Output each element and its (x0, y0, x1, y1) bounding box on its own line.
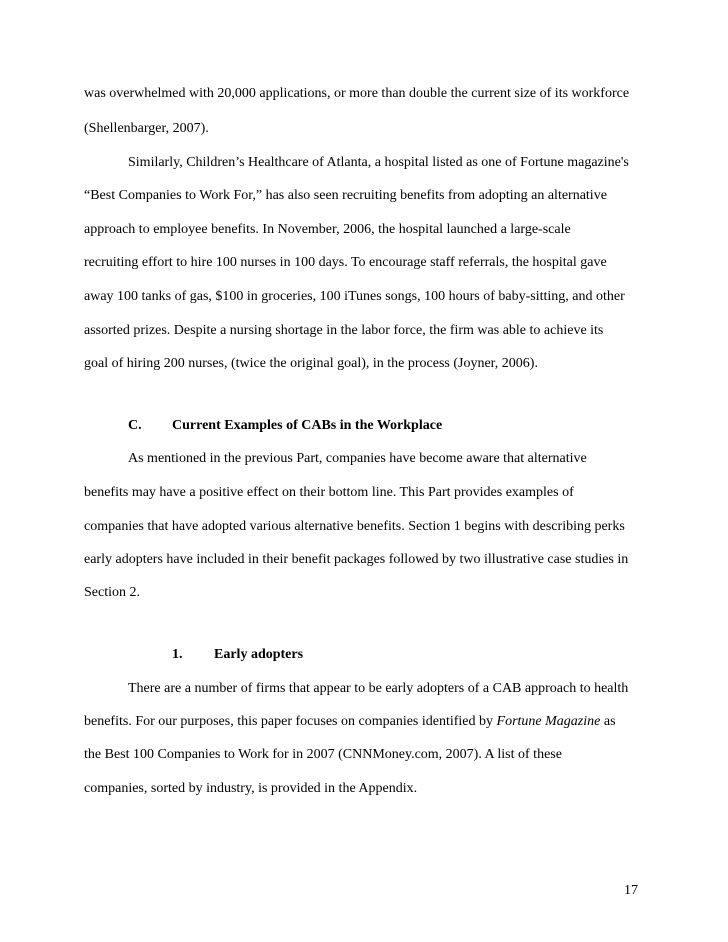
text-line: benefits may have a positive effect on their bottom line. This Part provides examples of (84, 485, 574, 500)
subsection-1-label: 1. (172, 647, 183, 662)
text-line: Similarly, Children’s Healthcare of Atlanta, a hospital listed as one of Fortune magazine's (128, 155, 629, 170)
text-line: assorted prizes. Despite a nursing shortage in the labor force, the firm was able to achieve its (84, 323, 604, 338)
text-line: Section 2. (84, 585, 140, 600)
text-line: As mentioned in the previous Part, companies have become aware that alternative (128, 451, 587, 466)
text-line: “Best Companies to Work For,” has also seen recruiting benefits from adopting an alternative (84, 188, 607, 203)
text-line: There are a number of firms that appear to be early adopters of a CAB approach to health (128, 681, 629, 696)
text-line: companies that have adopted various alternative benefits. Section 1 begins with describing perks (84, 519, 625, 534)
text-line: away 100 tanks of gas, $100 in groceries, 100 iTunes songs, 100 hours of baby-sitting, and other (84, 289, 625, 304)
section-c-label: C. (128, 418, 142, 433)
text-line: the Best 100 Companies to Work for in 2007 (CNNMoney.com, 2007). A list of these (84, 747, 562, 762)
text-line (84, 714, 616, 730)
text-line: early adopters have included in their benefit packages followed by two illustrative case studies in (84, 552, 629, 567)
text-line: goal of hiring 200 nurses, (twice the original goal), in the process (Joyner, 2006). (84, 356, 538, 371)
text-line: recruiting effort to hire 100 nurses in 100 days. To encourage staff referrals, the hospital gave (84, 255, 607, 270)
text-span: as (600, 714, 616, 729)
page-number: 17 (624, 883, 638, 898)
journal-title: Fortune Magazine (496, 714, 601, 729)
text-line: approach to employee benefits. In November, 2006, the hospital launched a large-scale (84, 222, 571, 237)
text-line: companies, sorted by industry, is provided in the Appendix. (84, 781, 418, 796)
section-c-title: Current Examples of CABs in the Workplace (172, 418, 443, 433)
subsection-1-title: Early adopters (214, 647, 304, 662)
text-line: (Shellenbarger, 2007). (84, 121, 209, 136)
text-span: benefits. For our purposes, this paper focuses on companies identified by (84, 714, 497, 729)
text-line: was overwhelmed with 20,000 applications, or more than double the current size of its workforce (84, 86, 630, 101)
